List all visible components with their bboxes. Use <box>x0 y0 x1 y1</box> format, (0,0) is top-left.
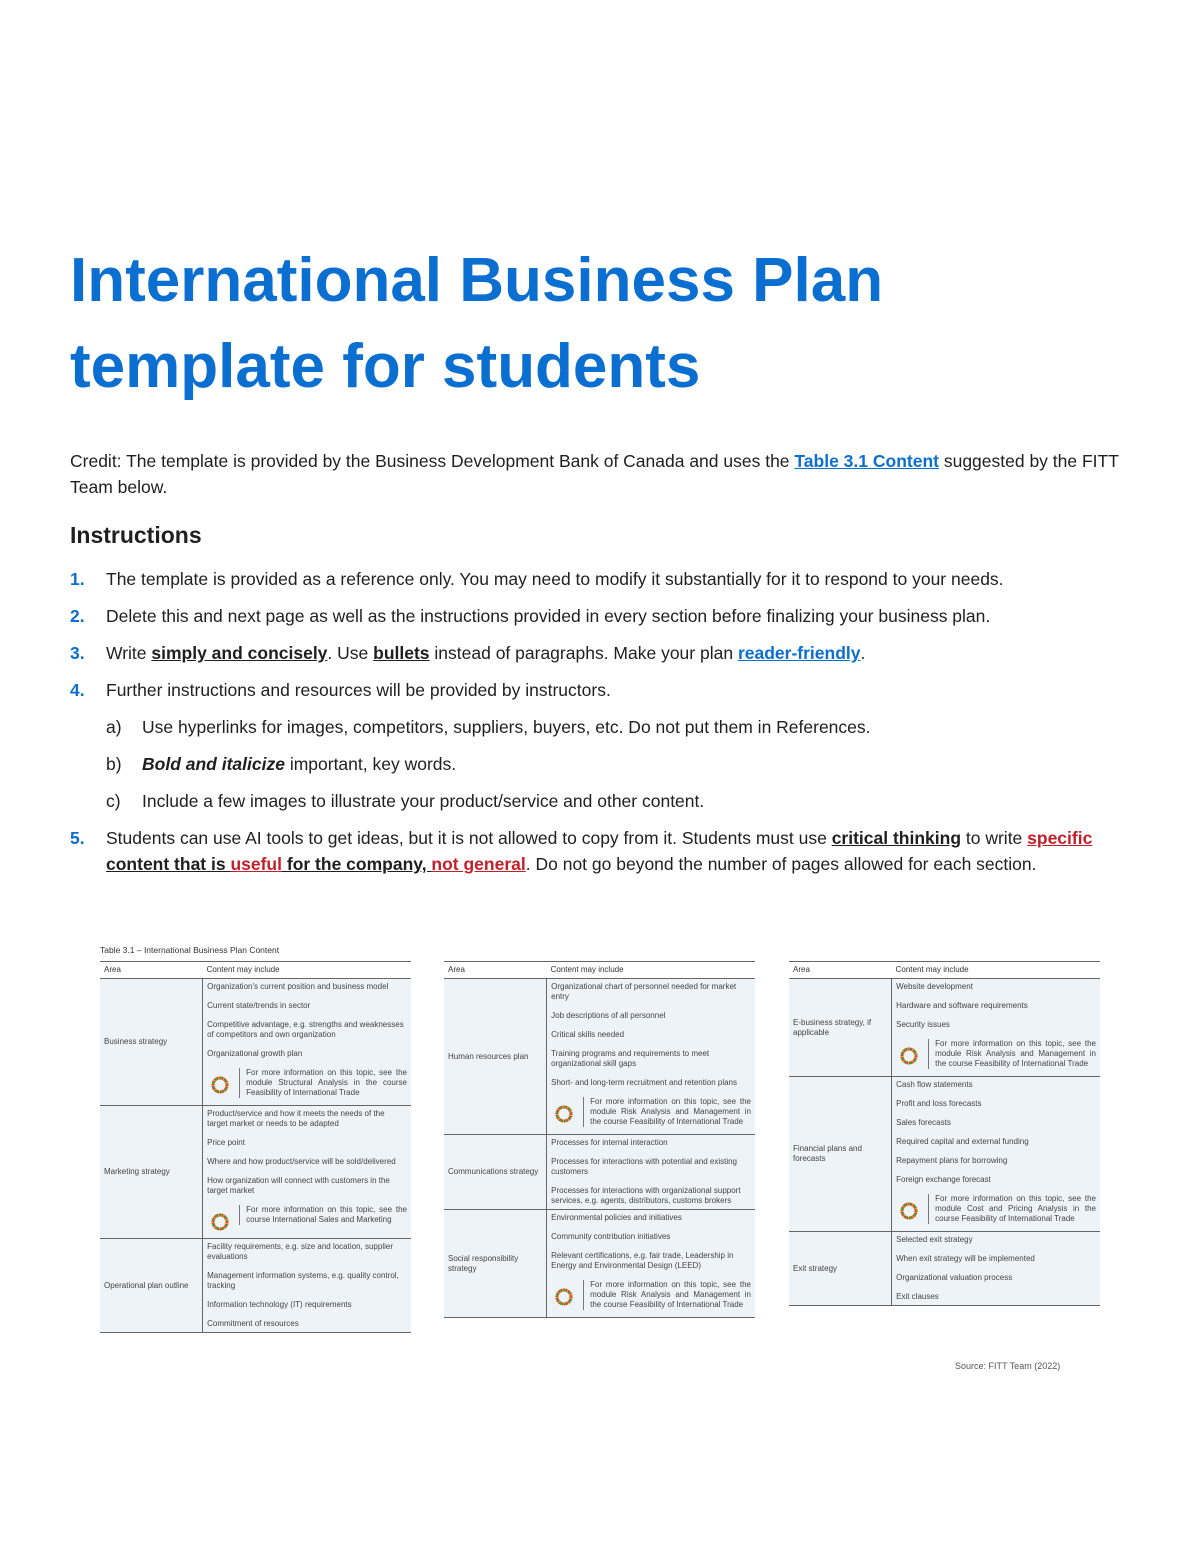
table-cell-text: Current state/trends in sector <box>207 1001 311 1010</box>
content-table-part-3 <box>789 961 1100 1306</box>
list-number: 2. <box>70 606 85 626</box>
list-text: Further instructions and resources will be provided by instructors. <box>106 680 611 700</box>
list-item <box>70 677 1130 703</box>
list-number: 3. <box>70 643 85 663</box>
table-cell-text: Foreign exchange forecast <box>896 1175 991 1184</box>
table-cell-text: When exit strategy will be implemented <box>896 1254 1035 1263</box>
table-header-area: Area <box>100 962 203 979</box>
table-cell-text: Required capital and external funding <box>896 1137 1029 1146</box>
table-row <box>100 1106 411 1239</box>
table-cell-text: Organizational chart of personnel needed for market entry <box>551 982 737 1001</box>
sdg-wheel-icon <box>900 1202 918 1220</box>
red-emphasis-text: useful <box>230 854 282 874</box>
sdg-wheel-icon <box>211 1213 229 1231</box>
note-text: For more information on this topic, see the course International Sales and Marketing <box>239 1205 407 1225</box>
table-area-cell: Business strategy <box>100 979 203 1106</box>
table-area-cell: Social responsibility strategy <box>444 1210 547 1318</box>
info-note <box>896 1194 1096 1224</box>
emphasis-text: critical thinking <box>831 828 962 848</box>
sub-list-letter: a) <box>106 717 122 737</box>
table-cell-text: Commitment of resources <box>207 1319 299 1328</box>
table-header-area: Area <box>789 962 892 979</box>
table-area-cell: Communications strategy <box>444 1135 547 1210</box>
emphasis-text: for the company, <box>282 854 432 874</box>
table-cell-text: Processes for internal interaction <box>551 1138 668 1147</box>
content-table-part-2 <box>444 961 755 1318</box>
table-cell-text: Organizational valuation process <box>896 1273 1013 1282</box>
table-cell-text: Repayment plans for borrowing <box>896 1156 1008 1165</box>
info-note <box>551 1097 751 1127</box>
note-text: For more information on this topic, see the module Structural Analysis in the course Feasibility of International Trade <box>239 1068 407 1098</box>
table-cell-text: Environmental policies and initiatives <box>551 1213 682 1222</box>
table-cell-text: Critical skills needed <box>551 1030 625 1039</box>
info-note <box>207 1068 407 1098</box>
sub-list-text: Use hyperlinks for images, competitors, suppliers, buyers, etc. Do not put them in References. <box>142 717 871 737</box>
table-header-content: Content may include <box>547 962 755 979</box>
table-cell-text: Processes for interactions with organizational support services, e.g. agents, distributors, customs brokers <box>551 1186 741 1205</box>
instructions-list <box>70 566 1130 888</box>
table-header-area: Area <box>444 962 547 979</box>
list-number: 4. <box>70 680 85 700</box>
note-text: For more information on this topic, see the module Risk Analysis and Management in the course Feasibility of International Trade <box>928 1039 1096 1069</box>
table-row <box>100 979 411 1106</box>
table-cell-text: Exit clauses <box>896 1292 939 1301</box>
title-line-1: International Business Plan <box>70 246 884 315</box>
table-row <box>789 1232 1100 1306</box>
table-area-cell: Human resources plan <box>444 979 547 1135</box>
title-line-2: template for students <box>70 332 701 401</box>
note-text: For more information on this topic, see the module Risk Analysis and Management in the course Feasibility of International Trade <box>583 1280 751 1310</box>
sdg-wheel-icon <box>555 1105 573 1123</box>
table-cell-text: Community contribution initiatives <box>551 1232 671 1241</box>
table-cell-text: Price point <box>207 1138 245 1147</box>
table-caption: Table 3.1 – International Business Plan Content <box>100 945 280 955</box>
credit-paragraph <box>70 448 1130 500</box>
info-note <box>896 1039 1096 1069</box>
table-cell-text: Management information systems, e.g. quality control, tracking <box>207 1271 399 1290</box>
table-cell-text: Sales forecasts <box>896 1118 951 1127</box>
table-header-content: Content may include <box>203 962 411 979</box>
list-text: . Do not go beyond the number of pages allowed for each section. <box>525 854 1037 874</box>
sdg-wheel-icon <box>555 1288 573 1306</box>
list-item <box>70 603 1130 629</box>
table-cell-text: Product/service and how it meets the needs of the target market or needs to be adapted <box>207 1109 385 1128</box>
red-emphasis-text: not general <box>431 854 526 874</box>
instructions-heading: Instructions <box>70 522 202 548</box>
table-cell-text: Selected exit strategy <box>896 1235 973 1244</box>
table-header-content: Content may include <box>892 962 1100 979</box>
info-note <box>207 1205 407 1231</box>
sub-list-item <box>70 788 1130 814</box>
note-text: For more information on this topic, see the module Cost and Pricing Analysis in the course Feasibility of International Trade <box>928 1194 1096 1224</box>
list-item <box>70 566 1130 592</box>
table-cell-text: Where and how product/service will be sold/delivered <box>207 1157 396 1166</box>
table-cell-text: Facility requirements, e.g. size and location, supplier evaluations <box>207 1242 393 1261</box>
info-note <box>551 1280 751 1310</box>
sub-list-item <box>70 751 1130 777</box>
sub-list-letter: b) <box>106 754 122 774</box>
table-cell-text: Processes for interactions with potential and existing customers <box>551 1157 737 1176</box>
table-cell-text: How organization will connect with customers in the target market <box>207 1176 390 1195</box>
table-area-cell: Financial plans and forecasts <box>789 1077 892 1232</box>
credit-text-end: suggested by the FITT Team below. <box>70 451 1119 497</box>
red-emphasis-text: specific <box>1027 828 1093 848</box>
list-number: 5. <box>70 828 85 848</box>
table-cell-text: Profit and loss forecasts <box>896 1099 982 1108</box>
table-row <box>444 1210 755 1318</box>
table-cell-text: Short- and long-term recruitment and retention plans <box>551 1078 737 1087</box>
list-item <box>70 640 1130 666</box>
table-cell-text: Website development <box>896 982 973 991</box>
sdg-wheel-icon <box>900 1047 918 1065</box>
table-source: Source: FITT Team (2022) <box>955 1361 1061 1371</box>
sub-list-text: important, key words. <box>284 754 457 774</box>
sub-list-text: Include a few images to illustrate your product/service and other content. <box>142 791 705 811</box>
content-table-part-1 <box>100 945 411 1333</box>
list-number: 1. <box>70 569 85 589</box>
emphasis-text: bullets <box>373 643 430 663</box>
table-cell-text: Job descriptions of all personnel <box>551 1011 666 1020</box>
list-text: Write <box>106 643 152 663</box>
table-row <box>444 979 755 1135</box>
table-row <box>789 979 1100 1077</box>
table-cell-text: Organizational growth plan <box>207 1049 303 1058</box>
note-text: For more information on this topic, see the module Risk Analysis and Management in the course Feasibility of International Trade <box>583 1097 751 1127</box>
list-item <box>70 825 1130 877</box>
list-text: instead of paragraphs. Make your plan <box>429 643 738 663</box>
table-cell-text: Organization's current position and business model <box>207 982 389 991</box>
credit-text: Credit: The template is provided by the Business Development Bank of Canada and uses the <box>70 451 795 471</box>
sub-list-letter: c) <box>106 791 121 811</box>
table-cell-text: Competitive advantage, e.g. strengths and weaknesses of competitors and own organization <box>207 1020 404 1039</box>
list-text: Delete this and next page as well as the instructions provided in every section before finalizing your business plan. <box>106 606 991 626</box>
reader-friendly-link[interactable]: reader-friendly <box>737 643 861 663</box>
table-cell-text: Cash flow statements <box>896 1080 973 1089</box>
table-cell-text: Information technology (IT) requirements <box>207 1300 352 1309</box>
list-text: . Use <box>327 643 374 663</box>
table-area-cell: Exit strategy <box>789 1232 892 1306</box>
emphasis-text: Bold and italicize <box>142 754 285 774</box>
sub-list-item <box>70 714 1130 740</box>
table-cell-text: Security issues <box>896 1020 950 1029</box>
table-cell-text: Training programs and requirements to meet organizational skill gaps <box>551 1049 710 1068</box>
emphasis-text: content that is <box>106 854 231 874</box>
list-text: . <box>860 643 866 663</box>
table-content-link[interactable]: Table 3.1 Content <box>794 451 939 471</box>
table-row <box>100 1239 411 1333</box>
table-area-cell: Operational plan outline <box>100 1239 203 1333</box>
emphasis-text: simply and concisely <box>151 643 328 663</box>
table-row <box>444 1135 755 1210</box>
table-area-cell: Marketing strategy <box>100 1106 203 1239</box>
sdg-wheel-icon <box>211 1076 229 1094</box>
table-cell-text: Hardware and software requirements <box>896 1001 1028 1010</box>
list-text: The template is provided as a reference only. You may need to modify it substantially for it to respond to your needs. <box>106 569 1004 589</box>
table-cell-text: Relevant certifications, e.g. fair trade, Leadership in Energy and Environmental Design (LEED) <box>551 1251 734 1270</box>
page-title <box>70 238 1130 410</box>
list-text: Students can use AI tools to get ideas, but it is not allowed to copy from it. Students must use <box>106 828 832 848</box>
table-area-cell: E-business strategy, if applicable <box>789 979 892 1077</box>
list-text: to write <box>961 828 1028 848</box>
table-row <box>789 1077 1100 1232</box>
